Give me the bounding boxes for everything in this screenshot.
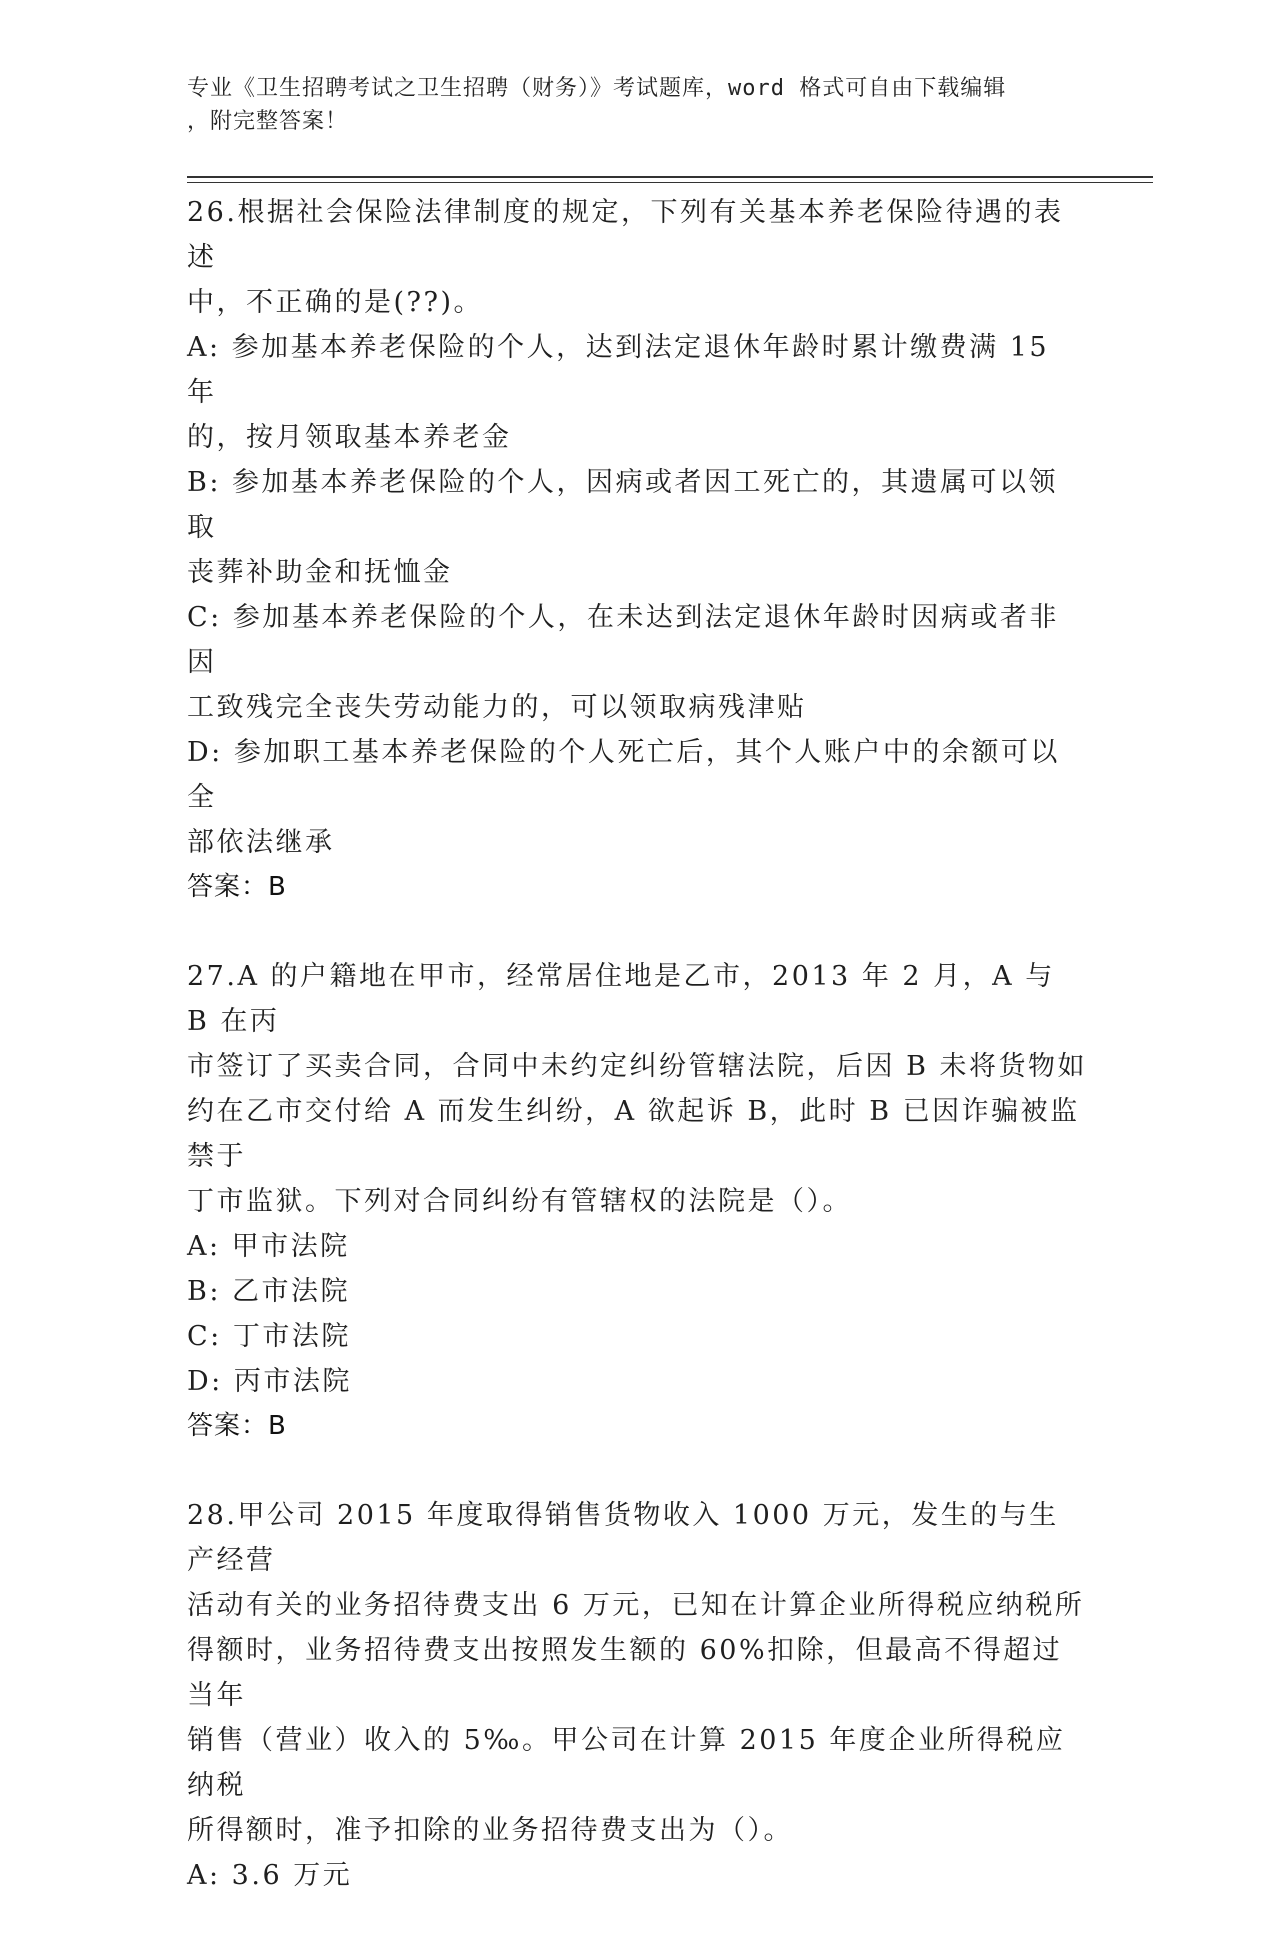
option-text: 部依法继承 [187, 827, 335, 858]
option-text: 丧葬补助金和抚恤金 [187, 557, 453, 588]
question-text: 中，不正确的是(??)。 [187, 287, 484, 318]
question-27 [187, 954, 1087, 1449]
question-text: 所得额时，准予扣除的业务招待费支出为（）。 [187, 1815, 793, 1846]
page-header [187, 72, 1067, 138]
option-a [187, 325, 1087, 460]
question-text: 活动有关的业务招待费支出 6 万元，已知在计算企业所得税应纳税所 [187, 1590, 1085, 1621]
question-text: 28.甲公司 2015 年度取得销售货物收入 1000 万元，发生的与生产经营 [187, 1500, 1059, 1576]
option-a: A: 甲市法院 [187, 1231, 350, 1262]
question-text: 约在乙市交付给 A 而发生纠纷，A 欲起诉 B，此时 B 已因诈骗被监禁于 [187, 1096, 1080, 1172]
option-b [187, 460, 1087, 595]
option-d: D: 丙市法院 [187, 1366, 352, 1397]
question-text: 得额时，业务招待费支出按照发生额的 60%扣除，但最高不得超过当年 [187, 1635, 1063, 1711]
question-text: 26.根据社会保险法律制度的规定，下列有关基本养老保险待遇的表述 [187, 197, 1064, 273]
header-divider [187, 182, 1153, 183]
question-28 [187, 1493, 1087, 1898]
question-text: 市签订了买卖合同，合同中未约定纠纷管辖法院，后因 B 未将货物如 [187, 1051, 1088, 1082]
header-line: 专业《卫生招聘考试之卫生招聘（财务）》考试题库，word 格式可自由下载编辑 [187, 76, 1007, 101]
header-line: ，附完整答案！ [187, 109, 349, 134]
answer-label: 答案：B [187, 872, 287, 902]
option-text: B: 参加基本养老保险的个人，因病或者因工死亡的，其遗属可以领取 [187, 467, 1059, 543]
question-text: 丁市监狱。下列对合同纠纷有管辖权的法院是（）。 [187, 1186, 852, 1217]
option-text: 工致残完全丧失劳动能力的，可以领取病残津贴 [187, 692, 807, 723]
option-b: B: 乙市法院 [187, 1276, 351, 1307]
option-text: A: 参加基本养老保险的个人，达到法定退休年龄时累计缴费满 15 年 [187, 332, 1050, 408]
question-list [187, 190, 1087, 1942]
header-divider [187, 176, 1153, 178]
question-26 [187, 190, 1087, 910]
question-text: 销售（营业）收入的 5‰。甲公司在计算 2015 年度企业所得税应纳税 [187, 1725, 1066, 1801]
option-c: C: 丁市法院 [187, 1321, 351, 1352]
option-text: D: 参加职工基本养老保险的个人死亡后，其个人账户中的余额可以全 [187, 737, 1060, 813]
question-text: 27.A 的户籍地在甲市，经常居住地是乙市，2013 年 2 月，A 与 B 在丙 [187, 961, 1055, 1037]
answer-label: 答案：B [187, 1411, 287, 1441]
option-text: 的，按月领取基本养老金 [187, 422, 512, 453]
option-d [187, 730, 1087, 865]
option-text: C: 参加基本养老保险的个人，在未达到法定退休年龄时因病或者非因 [187, 602, 1059, 678]
option-a: A: 3.6 万元 [187, 1860, 353, 1891]
option-c [187, 595, 1087, 730]
